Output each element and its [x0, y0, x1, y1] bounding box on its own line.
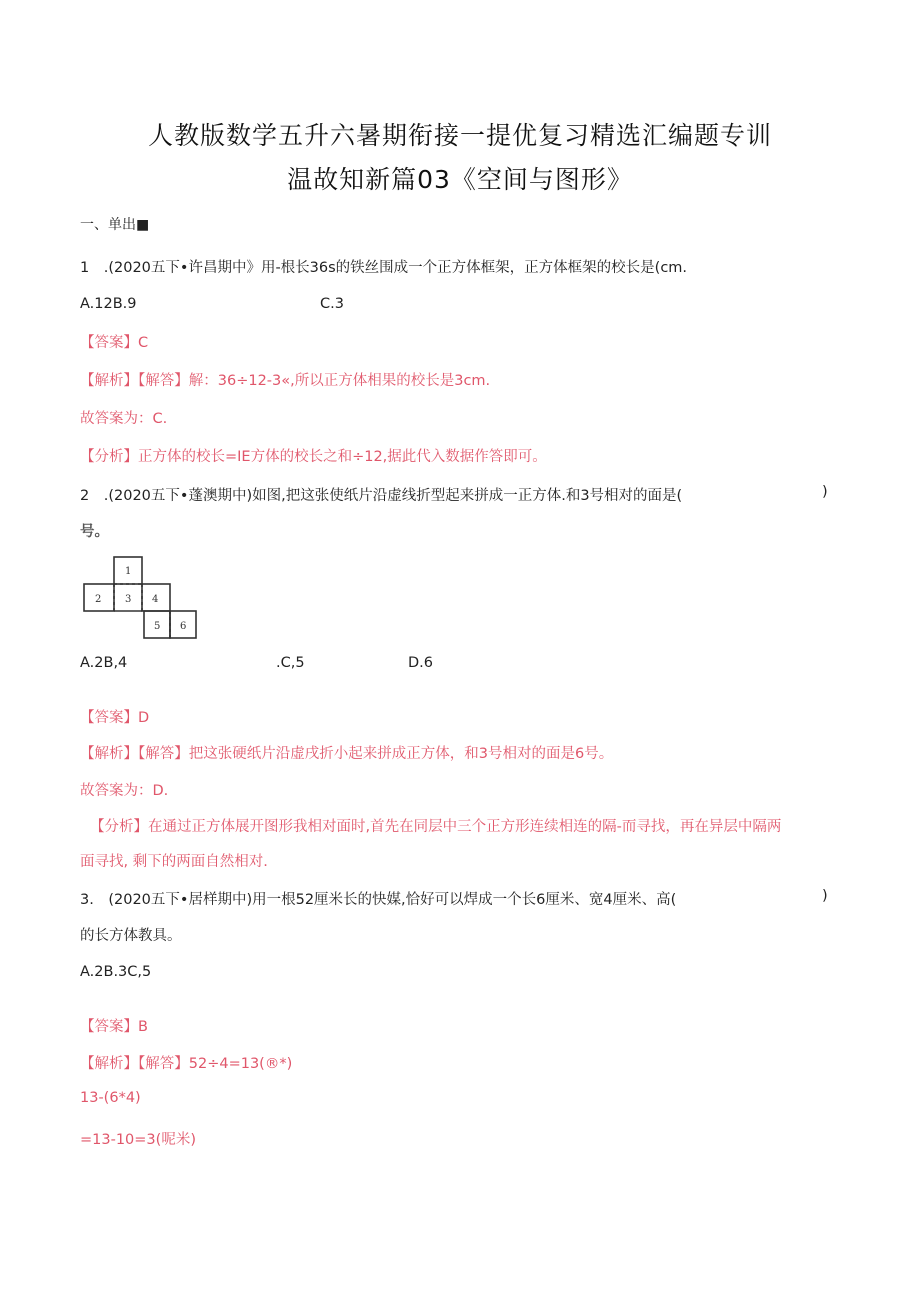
question-2-option-c: .C,5 [276, 655, 305, 671]
question-1-result: 故答案为：C. [80, 411, 168, 427]
document-title-line1: 人教版数学五升六暑期衔接一提优复习精选汇编题专训 [147, 121, 772, 150]
question-1-fenxi: 【分析】正方体的校长=IE方体的校长之和÷12,据此代入数据作答即可。 [80, 449, 547, 465]
net-label-1: 1 [125, 566, 132, 577]
question-2-text: 2 .(2020五下•蓬澳期中)如图,把这张使纸片沿虚线折型起来拼成一正方体.和3号相对的面是( [80, 488, 683, 504]
question-2-text-cont: 号。 [80, 524, 109, 540]
question-2-options-ab: A.2B,4 [80, 655, 128, 671]
question-1-text: 1 .(2020五下•许昌期中》用-根长36s的铁丝围成一个正方体框架，正方体框架的校长是(cm. [80, 260, 688, 276]
net-label-5: 5 [154, 621, 161, 632]
question-3-options: A.2B.3C,5 [80, 964, 152, 980]
question-3-text: 3. (2020五下•居样期中)用一根52厘米长的快媒,恰好可以焊成一个长6厘米、宽4厘米、高( [80, 892, 677, 908]
question-2-paren-close: ) [822, 484, 828, 500]
net-label-3: 3 [125, 594, 132, 605]
question-3-text-cont: 的长方体教具。 [80, 928, 182, 944]
question-3-step1: 13-(6*4) [80, 1090, 141, 1106]
question-3-paren-close: ) [822, 888, 828, 904]
question-3-step2: =13-10=3(呢米) [80, 1132, 196, 1148]
question-2-fenxi-line2: 面寻找, 剩下的两面自然相对. [80, 854, 268, 870]
question-1-analysis: 【解析】【解答】解：36÷12-3«,所以正方体相果的校长是3cm. [80, 373, 491, 389]
question-1-options-ab: A.12B.9 [80, 296, 137, 312]
section-heading: 一、单出■ [80, 217, 150, 233]
net-label-2: 2 [95, 594, 102, 605]
document-title-line2: 温故知新篇03《空间与图形》 [287, 165, 633, 194]
cube-net-figure [82, 556, 202, 642]
question-2-result: 故答案为：D. [80, 783, 169, 799]
net-label-6: 6 [180, 621, 187, 632]
question-1-option-c: C.3 [320, 296, 344, 312]
question-2-option-d: D.6 [408, 655, 433, 671]
question-3-answer: 【答案】B [80, 1019, 148, 1035]
question-2-answer: 【答案】D [80, 710, 150, 726]
net-label-4: 4 [152, 594, 159, 605]
question-1-answer: 【答案】C [80, 335, 149, 351]
question-2-analysis: 【解析】【解答】把这张硬纸片沿虚戌折小起来拼成正方体，和3号相对的面是6号。 [80, 746, 614, 762]
question-3-analysis: 【解析】【解答】52÷4=13(®*) [80, 1056, 293, 1072]
question-2-fenxi-line1: 【分析】在通过正方体展开图形我相对面时,首先在同层中三个正方形连续相连的隔-而寻找，再在异层中隔两 [90, 819, 782, 835]
